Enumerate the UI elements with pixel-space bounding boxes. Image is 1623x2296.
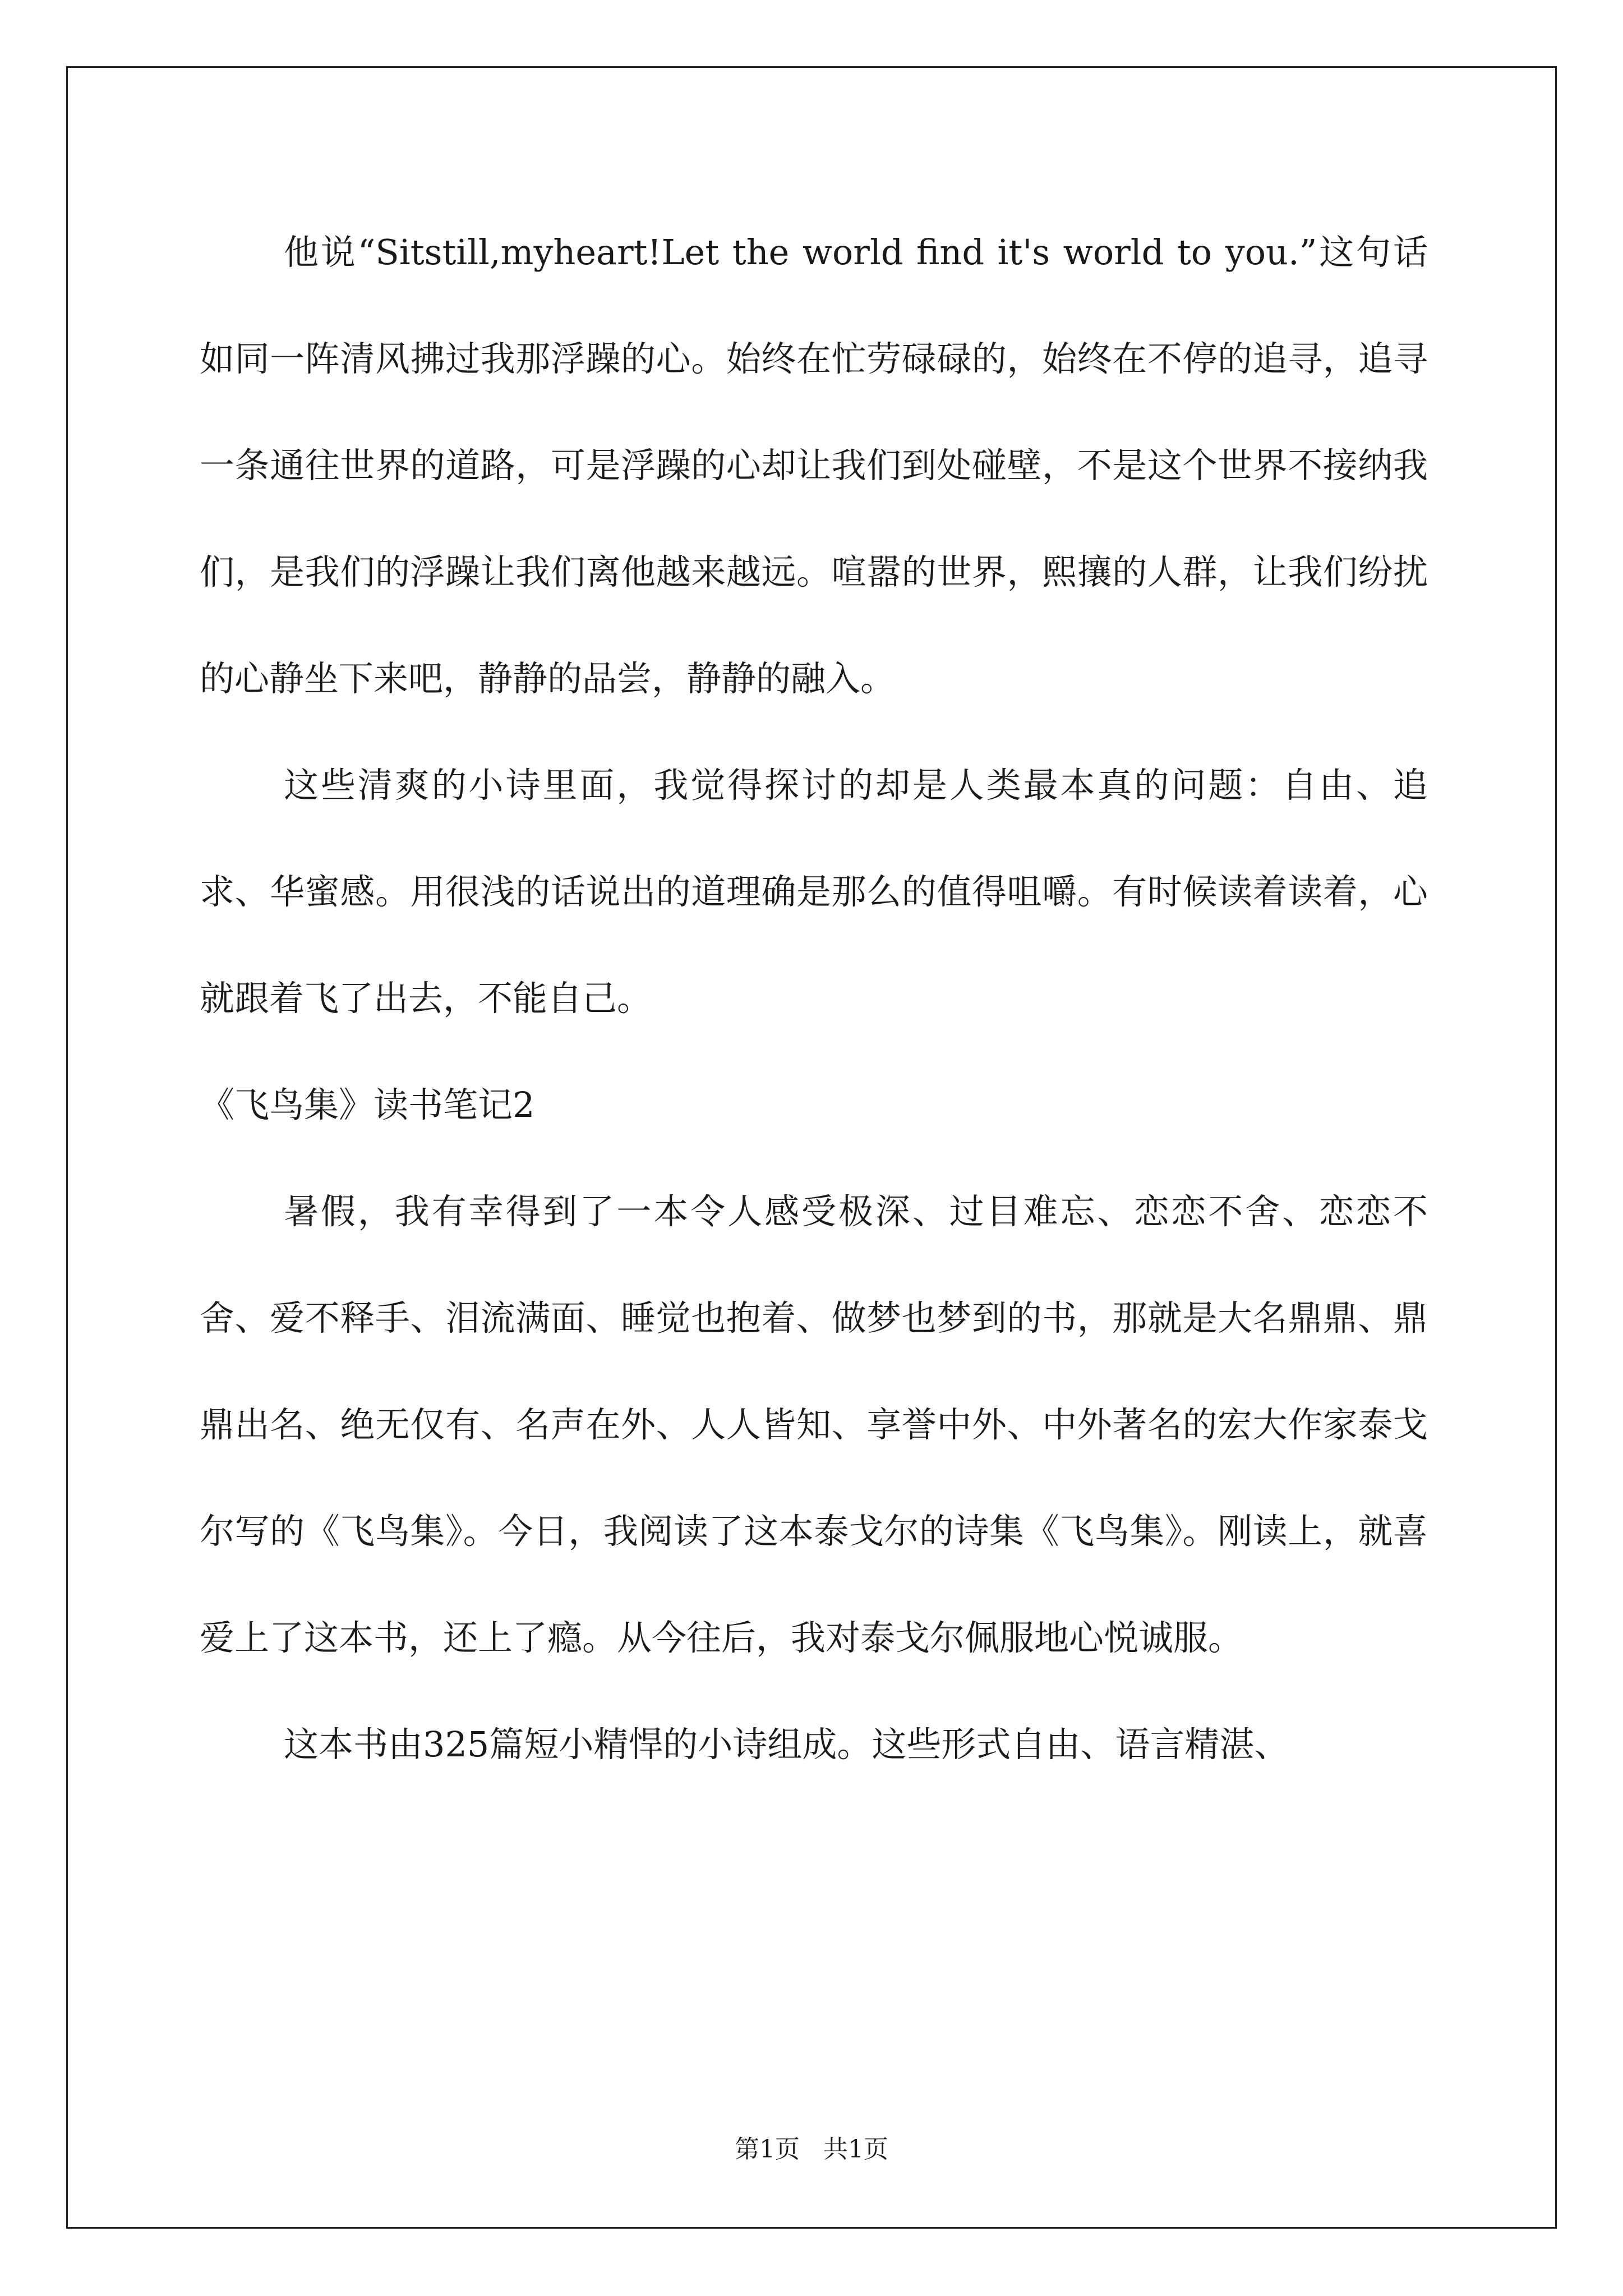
page-footer: 第1页 共1页 bbox=[735, 2135, 888, 2164]
document-body bbox=[200, 199, 1428, 1798]
paragraph-book-composition: 这本书由325篇短小精悍的小诗组成。这些形式自由、语言精湛、 bbox=[284, 1724, 1289, 1765]
paragraph-summer-book: 暑假，我有幸得到了一本令人感受极深、过目难忘、恋恋不舍、恋恋不舍、爱不释手、泪流满面、睡觉也抱着、做梦也梦到的书，那就是大名鼎鼎、鼎鼎出名、绝无仅有、名声在外、人人皆知、享誉中外、中外著名的宏大作家泰戈尔写的《飞鸟集》。今日，我阅读了这本泰戈尔的诗集《飞鸟集》。刚读上，就喜爱上了这本书，还上了瘾。从今往后，我对泰戈尔佩服地心悦诚服。 bbox=[200, 1191, 1428, 1658]
paragraph-poems-reflection: 这些清爽的小诗里面，我觉得探讨的却是人类最本真的问题：自由、追求、华蜜感。用很浅的话说出的道理确是那么的值得咀嚼。有时候读着读着，心就跟着飞了出去，不能自己。 bbox=[200, 765, 1428, 1019]
section-heading: 《飞鸟集》读书笔记2 bbox=[200, 1084, 535, 1125]
paragraph-sitstill-quote: 他说“Sitstill,myheart!Let the world find it's world to you.”这句话如同一阵清风拂过我那浮躁的心。始终在忙劳碌碌的，始终在不停的追寻，追寻一条通往世界的道路，可是浮躁的心却让我们到处碰壁，不是这个世界不接纳我们，是我们的浮躁让我们离他越来越远。喧嚣的世界，熙攘的人群，让我们纷扰的心静坐下来吧，静静的品尝，静静的融入。 bbox=[200, 232, 1428, 699]
